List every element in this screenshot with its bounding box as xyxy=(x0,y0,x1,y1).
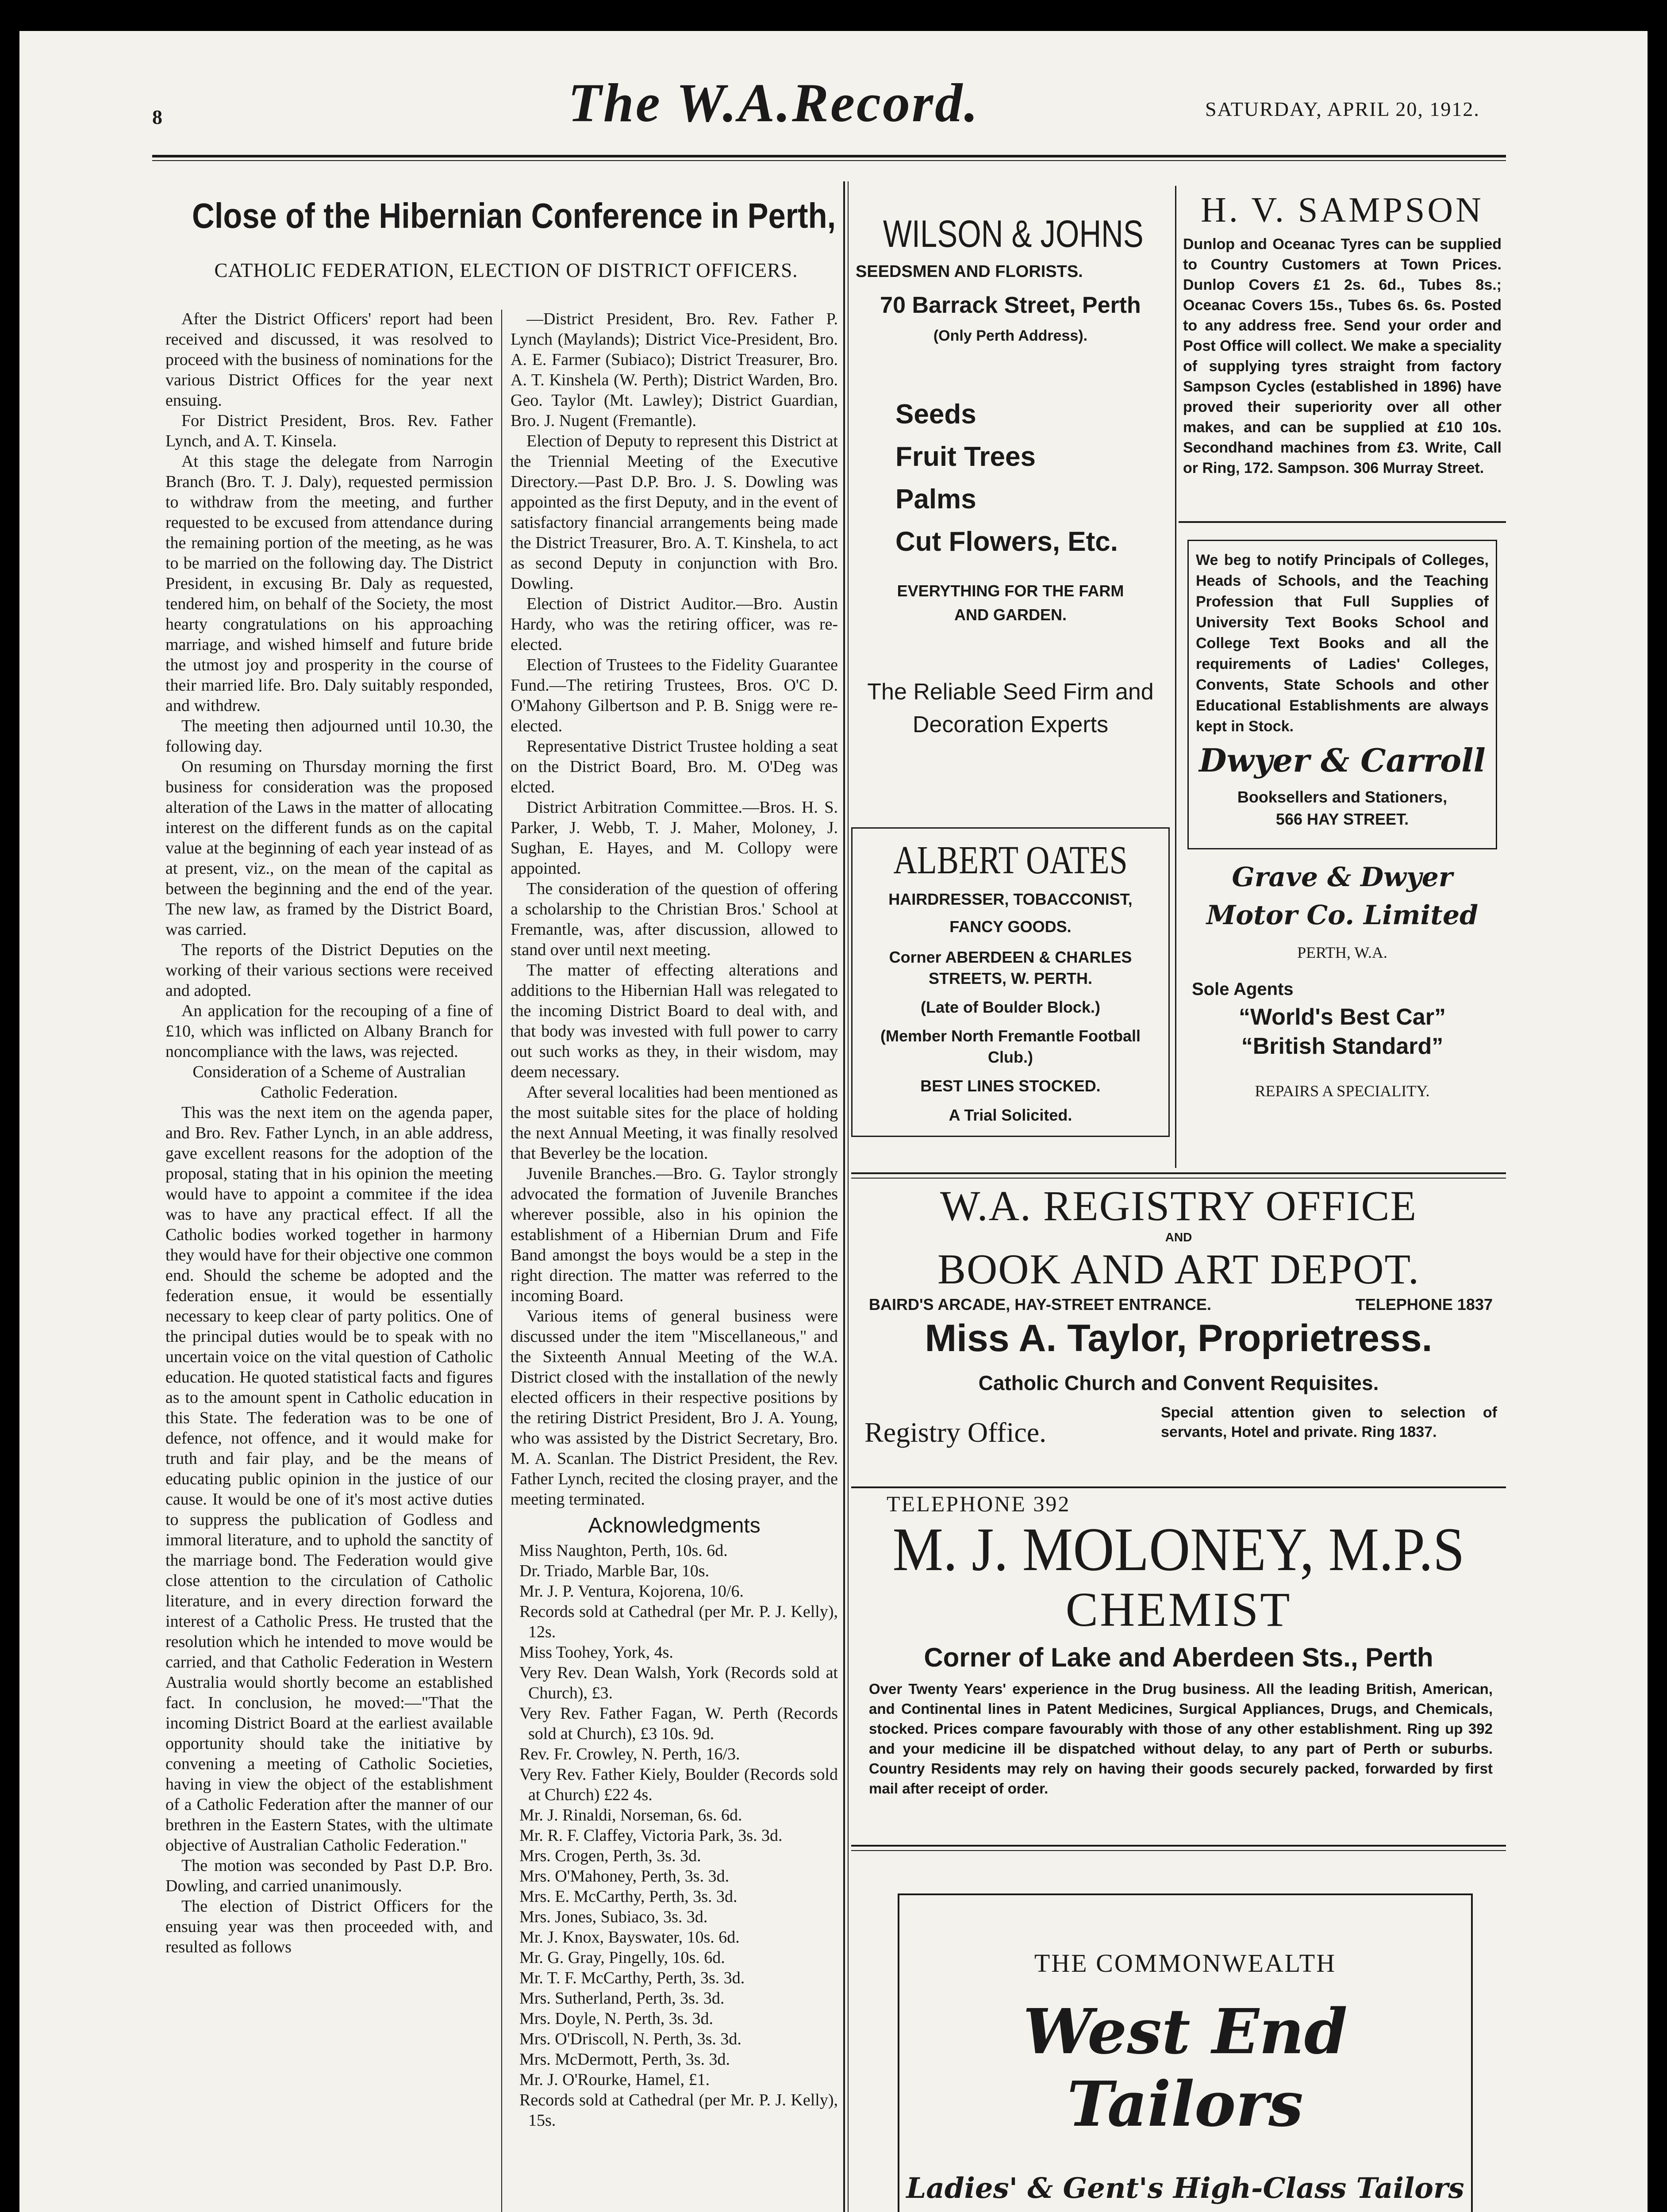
newspaper-page xyxy=(19,31,1648,2212)
paragraph: After the District Officers' report had been received and discussed, it was resolved to proceed with the business of nominations for the various District Offices for the year next ensuing. xyxy=(165,310,493,410)
paragraph: Election of District Auditor.—Bro. Austin Hardy, who was the retiring officer, was re-elected. xyxy=(511,595,838,654)
list-item: Mrs. Crogen, Perth, 3s. 3d. xyxy=(519,1847,701,1865)
list-item: Fruit Trees xyxy=(895,442,1036,472)
ad-registry-phone: TELEPHONE 1837 xyxy=(1355,1295,1493,1313)
issue-date: SATURDAY, APRIL 20, 1912. xyxy=(1205,98,1480,120)
ad-tailors-common: THE COMMONWEALTH xyxy=(1034,1949,1337,1978)
list-item: Rev. Fr. Crowley, N. Perth, 16/3. xyxy=(519,1745,740,1763)
list-item: Very Rev. Father Fagan, W. Perth (Records sold at Church), £3 10s. 9d. xyxy=(519,1704,838,1743)
column-divider xyxy=(501,310,502,2212)
paragraph: After several localities had been mentioned as the most suitable sites for the place of holding the next Annual Meeting, it was finally resolved that Beverley be the location. xyxy=(511,1083,838,1163)
ad-registry-arcade: BAIRD'S ARCADE, HAY-STREET ENTRANCE. xyxy=(869,1295,1211,1313)
list-item: Seeds xyxy=(895,399,976,430)
ad-divider xyxy=(1175,186,1176,1168)
ad-divider xyxy=(1179,521,1506,523)
ad-dwyer-carroll xyxy=(1187,540,1497,849)
ad-registry-prop: Miss A. Taylor, Proprietress. xyxy=(925,1317,1433,1359)
ad-moloney-title: CHEMIST xyxy=(1065,1582,1292,1636)
list-item: Mr. J. P. Ventura, Kojorena, 10/6. xyxy=(519,1582,744,1601)
ad-albert-oates xyxy=(851,827,1170,1137)
ad-wilson-address: 70 Barrack Street, Perth xyxy=(880,292,1141,318)
ad-oates-line2: FANCY GOODS. xyxy=(949,918,1072,936)
list-item: Mr. J. Knox, Bayswater, 10s. 6d. xyxy=(519,1928,740,1947)
page-number: 8 xyxy=(152,106,162,128)
ads-divider xyxy=(843,181,845,2212)
ad-moloney-name: M. J. MOLONEY, M.P.S xyxy=(892,1515,1465,1584)
ad-wilson-name: WILSON & JOHNS xyxy=(883,213,1144,255)
ad-oates-name: ALBERT OATES xyxy=(893,838,1128,882)
paragraph: The matter of effecting alterations and additions to the Hibernian Hall was relegated to the incoming District Board to deal with, and that body was invested with full power to carry out such works as they, in their wisdom, may deem necessary. xyxy=(511,961,838,1081)
acknowledgments-list xyxy=(511,1540,838,2131)
ad-sampson xyxy=(1183,190,1502,478)
ad-divider-thin xyxy=(851,1850,1506,1851)
paragraph: The election of District Officers for the ensuing year was then proceeded with, and resulted as follows xyxy=(165,1897,493,1956)
ad-divider-thin xyxy=(851,1178,1506,1179)
article-column-1 xyxy=(165,309,493,1957)
ad-registry-title2: BOOK AND ART DEPOT. xyxy=(937,1245,1420,1293)
paragraph: Election of Trustees to the Fidelity Guarantee Fund.—The retiring Trustees, Bros. O'C D. O'Mahony Gilbertson and P. B. Snigg were re-elected. xyxy=(511,656,838,735)
list-item: Mr. G. Gray, Pingelly, 10s. 6d. xyxy=(519,1948,725,1967)
article-subhead: CATHOLIC FEDERATION, ELECTION OF DISTRICT OFFICERS. xyxy=(214,259,798,281)
ad-divider xyxy=(851,1845,1506,1847)
masthead-title: The W.A.Record. xyxy=(568,73,980,133)
masthead-rule-thin xyxy=(152,160,1506,161)
ad-registry-office xyxy=(851,1181,1506,1500)
ad-oates-line7: A Trial Solicited. xyxy=(949,1106,1072,1124)
ad-moloney-phone: TELEPHONE 392 xyxy=(887,1491,1071,1516)
list-item: Miss Toohey, York, 4s. xyxy=(519,1643,673,1662)
ad-grave-car2: “British Standard” xyxy=(1241,1033,1444,1059)
article-column-2 xyxy=(511,309,838,2131)
list-item: Mr. R. F. Claffey, Victoria Park, 3s. 3d. xyxy=(519,1826,783,1845)
ad-grave-repairs: REPAIRS A SPECIALITY. xyxy=(1255,1082,1430,1100)
list-item: Miss Naughton, Perth, 10s. 6d. xyxy=(519,1541,728,1560)
list-item: Records sold at Cathedral (per Mr. P. J. Kelly), 12s. xyxy=(519,1602,838,1641)
list-item: Mrs. O'Mahoney, Perth, 3s. 3d. xyxy=(519,1867,730,1886)
paragraph: The meeting then adjourned until 10.30, the following day. xyxy=(165,717,493,756)
section-heading: Consideration of a Scheme of Australian Catholic Federation. xyxy=(192,1063,466,1102)
ad-oates-line4: (Late of Boulder Block.) xyxy=(920,998,1101,1016)
list-item: Mr. J. Rinaldi, Norseman, 6s. 6d. xyxy=(519,1806,742,1824)
ad-wilson-items xyxy=(851,393,1170,563)
list-item: Mrs. E. McCarthy, Perth, 3s. 3d. xyxy=(519,1887,737,1906)
masthead-rule xyxy=(152,155,1506,157)
list-item: Records sold at Cathedral (per Mr. P. J. Kelly), 15s. xyxy=(519,2091,838,2130)
ad-dwyer-address: 566 HAY STREET. xyxy=(1275,810,1409,828)
paragraph: The reports of the District Deputies on the working of their various sections were received and adopted. xyxy=(165,941,493,1000)
ad-sampson-name: H. V. SAMPSON xyxy=(1201,191,1484,230)
ad-grave-name: Grave & Dwyer Motor Co. Limited xyxy=(1206,862,1479,931)
ad-moloney-corner: Corner of Lake and Aberdeen Sts., Perth xyxy=(924,1643,1433,1672)
ad-registry-req: Catholic Church and Convent Requisites. xyxy=(978,1371,1379,1394)
ad-registry-title: W.A. REGISTRY OFFICE xyxy=(940,1182,1417,1229)
paragraph: For District President, Bros. Rev. Father Lynch, and A. T. Kinsela. xyxy=(165,411,493,450)
ad-wilson-johns xyxy=(851,208,1170,801)
list-item: Mrs. Doyle, N. Perth, 3s. 3d. xyxy=(519,2009,714,2028)
list-item: Very Rev. Father Kiely, Boulder (Records sold at Church) £22 4s. xyxy=(519,1765,838,1804)
ad-grave-dwyer xyxy=(1183,858,1502,1100)
paragraph: The consideration of the question of offering a scholarship to the Christian Bros.' School at Fremantle, was, after discussion, allowed to stand over until next meeting. xyxy=(511,879,838,959)
paragraph: Juvenile Branches.—Bro. G. Taylor strongly advocated the formation of Juvenile Branches wherever possible, also in his opinion the establishment of a Hibernian Drum and Fife Band amongst the boys would be a step in the right direction. The matter was referred to the incoming Board. xyxy=(511,1164,838,1305)
paragraph: District Arbitration Committee.—Bros. H. S. Parker, J. Webb, T. J. Maher, Moloney, J. Sughan, E. Hayes, and M. Collopy were appointed. xyxy=(511,798,838,878)
paragraph: On resuming on Thursday morning the first business for consideration was the proposed alteration of the Laws in the matter of allocating interest on the different funds as on the capital value at the beginning of each year instead of as at present, viz., on the mean of the capital as between the beginning and the end of the year. The new law, as framed by the District Board, was carried. xyxy=(165,757,493,939)
list-item: Mr. J. O'Rourke, Hamel, £1. xyxy=(519,2070,710,2089)
list-item: Mrs. Sutherland, Perth, 3s. 3d. xyxy=(519,1989,725,2008)
article-headline: Close of the Hibernian Conference in Perth, xyxy=(192,196,836,235)
ad-wilson-sub: SEEDSMEN AND FLORISTS. xyxy=(856,262,1083,281)
list-item: Mrs. Jones, Subiaco, 3s. 3d. xyxy=(519,1908,708,1926)
ad-wilson-note: (Only Perth Address). xyxy=(933,327,1088,344)
paragraph: Representative District Trustee holding a seat on the District Board, Bro. M. O'Deg was elcted. xyxy=(511,737,838,796)
ad-sampson-body: Dunlop and Oceanac Tyres can be supplied to Country Customers at Town Prices. Dunlop Covers £1 2s. 6d., Tubes 8s.; Oceanac Covers 15s., Tubes 6s. 6s. Posted to any address free. Send your order and Post Office will collect. We make a speciality of supplying tyres straight from factory Sampson Cycles (established in 1896) have proved their superiority over all other makes, and can be supplied at £10 10s. Secondhand machines from £3. Write, Call or Ring, 172. Sampson. 306 Murray Street. xyxy=(1183,236,1502,476)
ad-moloney-body: Over Twenty Years' experience in the Drug business. All the leading British, American, and Continental lines in Patent Medicines, Surgical Appliances, Drugs, and Chemicals, stocked. Prices compare favourably with those of any other establishment. Ring up 392 and your medicine ill be dispatched without delay, to any part of Perth or suburbs. Country Residents may rely on having their goods securely packed, forwarded by first mail after receipt of order. xyxy=(869,1681,1493,1797)
ad-wilson-everything: EVERYTHING FOR THE FARM AND GARDEN. xyxy=(897,582,1124,624)
ad-registry-office-label: Registry Office. xyxy=(864,1417,1047,1448)
ad-moloney-chemist xyxy=(851,1491,1506,1798)
paragraph: Election of Deputy to represent this District at the Triennial Meeting of the Executive Directory.—Past D.P. Bro. J. S. Dowling was appointed as the first Deputy, and in the event of satisfactory financial arrangements being made the District Treasurer, Bro. A. T. Kinshela, to act as second Deputy in conjunction with Bro. Dowling. xyxy=(511,432,838,593)
ad-tailors-sub: Ladies' & Gent's High-Class Tailors xyxy=(906,2172,1464,2205)
paragraph: An application for the recouping of a fine of £10, which was inflicted on Albany Branch for noncompliance with the laws, was rejected. xyxy=(165,1002,493,1061)
paragraph: At this stage the delegate from Narrogin Branch (Bro. T. J. Daly), requested permission to withdraw from the meeting, and further requested to be excused from attendance during the remaining portion of the meeting, as he was to be married on the following day. The District President, in excusing Br. Daly as requested, tendered him, on behalf of the Society, the most hearty congratulations on his approaching marriage, and wished himself and future bride the utmost joy and prosperity in the course of their married life. Bro. Daly suitably responded, and withdrew. xyxy=(165,452,493,715)
ad-registry-and: AND xyxy=(1165,1230,1192,1244)
acknowledgments-heading: Acknowledgments xyxy=(588,1514,761,1537)
ad-oates-line6: BEST LINES STOCKED. xyxy=(920,1077,1101,1095)
list-item: Cut Flowers, Etc. xyxy=(895,526,1118,557)
list-item: Mr. T. F. McCarthy, Perth, 3s. 3d. xyxy=(519,1969,745,1987)
ad-divider xyxy=(851,1172,1506,1174)
list-item: Palms xyxy=(895,484,976,515)
ad-dwyer-body: We beg to notify Principals of Colleges, Heads of Schools, and the Teaching Profession that Full Supplies of University Text Books School and College Text Books and all the requirements of Ladies' Colleges, Convents, State Schools and other Educational Establishments are always kept in Stock. xyxy=(1196,552,1489,735)
ad-wilson-tagline: The Reliable Seed Firm and Decoration Experts xyxy=(867,679,1154,737)
ad-oates-line1: HAIRDRESSER, TOBACCONIST, xyxy=(888,890,1133,908)
paragraph: This was the next item on the agenda paper, and Bro. Rev. Father Lynch, in an able address, gave excellent reasons for the adoption of the proposal, stating that in his opinion the meeting would have to appoint a commitee if the idea was to have any practical effect. If all the Catholic bodies worked together in harmony they would have for their objective one common end. Should the scheme be adopted and the federation ensue, it would be essentially necessary to keep clear of party politics. One of the principal duties would be to speak with no uncertain voice on the vital question of Catholic education. He quoted statistical facts and figures as to the amount spent in Catholic education in this State. The federation was to be one of defence, not offence, and it would make for truth and fair play, and be the means of educating public opinion in the justice of our cause. It would be one of it's most active duties to suppress the publication of Godless and immoral literature, and to uphold the sanctity of the marriage bond. The Federation would give close attention to the circulation of Catholic literature, and in every direction forward the interest of a Catholic Press. He trusted that the resolution which he intended to move would be carried, and that Catholic Federation in Western Australia would shortly become an established fact. In conclusion, he moved:—"That the incoming District Board at the earliest available opportunity should take the initiative by convening a meeting of Catholic Societies, having in view the object of the establishment of a Catholic Federation after the manner of our brethren in the Eastern States, with the ultimate objective of Australian Catholic Federation." xyxy=(165,1103,493,1855)
ad-registry-infoline xyxy=(851,1294,1506,1316)
list-item: Very Rev. Dean Walsh, York (Records sold at Church), £3. xyxy=(519,1663,838,1702)
paragraph: —District President, Bro. Rev. Father P. Lynch (Maylands); District Vice-President, Bro. A. E. Farmer (Subiaco); District Treasurer, Bro. A. T. Kinshela (W. Perth); District Warden, Bro. Geo. Taylor (Mt. Lawley); District Guardian, Bro. J. Nugent (Fremantle). xyxy=(511,310,838,430)
ad-grave-car1: “World's Best Car” xyxy=(1239,1004,1446,1030)
paragraph: Various items of general business were discussed under the item "Miscellaneous," and the Sixteenth Annual Meeting of the W.A. District closed with the installation of the newly elected officers in their respective positions by the retiring District President, Bro J. A. Young, who was assisted by the District Secretary, Bro. M. A. Scanlan. The District President, the Rev. Father Lynch, recited the closing prayer, and the meeting terminated. xyxy=(511,1307,838,1509)
ad-tailors-name: West End Tailors xyxy=(1023,1996,1348,2141)
paragraph: The motion was seconded by Past D.P. Bro. Dowling, and carried unanimously. xyxy=(165,1856,493,1895)
ad-grave-city: PERTH, W.A. xyxy=(1297,944,1387,961)
ad-registry-attention: Special attention given to selection of servants, Hotel and private. Ring 1837. xyxy=(1161,1404,1497,1440)
ad-dwyer-sub: Booksellers and Stationers, xyxy=(1237,788,1448,806)
ad-divider xyxy=(851,1486,1506,1488)
ad-registry-bottom xyxy=(851,1403,1506,1469)
ads-divider-thin xyxy=(848,181,849,2212)
ad-west-end-tailors xyxy=(898,1893,1473,2212)
ad-dwyer-name: Dwyer & Carroll xyxy=(1199,741,1486,779)
list-item: Dr. Triado, Marble Bar, 10s. xyxy=(519,1562,710,1580)
ad-grave-agents: Sole Agents xyxy=(1192,979,1294,999)
ad-oates-line5: (Member North Fremantle Football Club.) xyxy=(880,1027,1141,1066)
list-item: Mrs. O'Driscoll, N. Perth, 3s. 3d. xyxy=(519,2030,741,2048)
ad-oates-line3: Corner ABERDEEN & CHARLES STREETS, W. PERTH. xyxy=(889,948,1132,987)
list-item: Mrs. McDermott, Perth, 3s. 3d. xyxy=(519,2050,730,2069)
